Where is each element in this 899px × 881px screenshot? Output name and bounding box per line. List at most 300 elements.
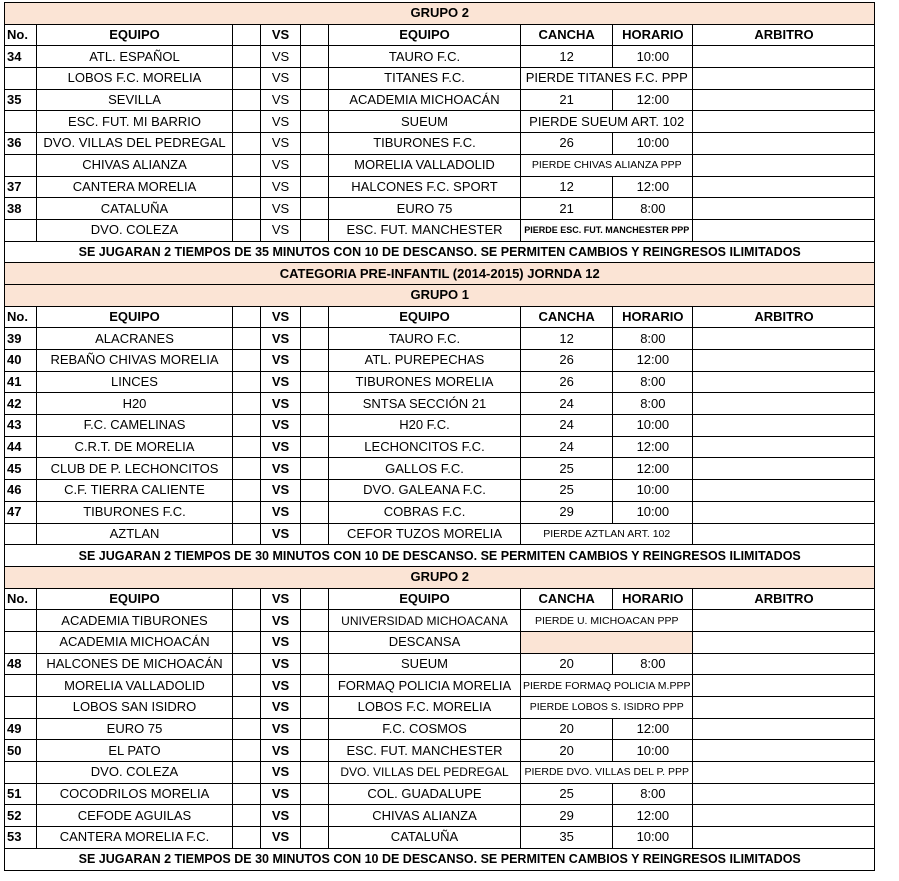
spacer-left	[233, 111, 261, 133]
match-row	[5, 480, 875, 502]
away-team: TIBURONES MORELIA	[329, 371, 521, 393]
home-team: SEVILLA	[37, 89, 233, 111]
home-team: AZTLAN	[37, 523, 233, 545]
match-row	[5, 371, 875, 393]
match-time: 12:00	[613, 89, 693, 111]
field-number: 29	[521, 805, 613, 827]
spacer-left	[233, 393, 261, 415]
referee	[693, 371, 875, 393]
spacer-right	[301, 111, 329, 133]
referee	[693, 501, 875, 523]
rules-note-row	[5, 848, 875, 870]
match-number: 46	[5, 480, 37, 502]
field-number: 12	[521, 328, 613, 350]
spacer-left	[233, 328, 261, 350]
field-number: 20	[521, 718, 613, 740]
away-team: MORELIA VALLADOLID	[329, 154, 521, 176]
home-team: CHIVAS ALIANZA	[37, 154, 233, 176]
vs-label: VS	[261, 89, 301, 111]
match-row	[5, 740, 875, 762]
spacer-left	[233, 154, 261, 176]
vs-label: VS	[261, 762, 301, 784]
spacer-right	[301, 436, 329, 458]
referee	[693, 675, 875, 697]
field-number: 35	[521, 827, 613, 849]
spacer-right	[301, 501, 329, 523]
match-number: 53	[5, 827, 37, 849]
match-row	[5, 501, 875, 523]
home-team: ATL. ESPAÑOL	[37, 46, 233, 68]
field-number: 21	[521, 198, 613, 220]
home-team: MORELIA VALLADOLID	[37, 675, 233, 697]
away-team: LECHONCITOS F.C.	[329, 436, 521, 458]
match-time: 12:00	[613, 350, 693, 372]
spacer-right	[301, 415, 329, 437]
referee	[693, 631, 875, 653]
home-team: DVO. COLEZA	[37, 219, 233, 241]
header-team2: EQUIPO	[329, 306, 521, 328]
spacer-left	[233, 89, 261, 111]
spacer-right	[301, 68, 329, 90]
field-number: 26	[521, 350, 613, 372]
away-team: TITANES F.C.	[329, 68, 521, 90]
vs-label: VS	[261, 176, 301, 198]
home-team: REBAÑO CHIVAS MORELIA	[37, 350, 233, 372]
header-horario: HORARIO	[613, 24, 693, 46]
vs-label: VS	[261, 805, 301, 827]
spacer-left	[233, 371, 261, 393]
vs-label: VS	[261, 653, 301, 675]
rules-note-row	[5, 241, 875, 263]
vs-label: VS	[261, 697, 301, 719]
away-team: ESC. FUT. MANCHESTER	[329, 219, 521, 241]
spacer-right	[301, 480, 329, 502]
spacer-left	[233, 415, 261, 437]
result-note: PIERDE DVO. VILLAS DEL P. PPP	[521, 762, 693, 784]
schedule-table	[4, 2, 875, 871]
spacer-right	[301, 827, 329, 849]
rules-note: SE JUGARAN 2 TIEMPOS DE 30 MINUTOS CON 10 DE DESCANSO. SE PERMITEN CAMBIOS Y REINGRESOS ILIMITADOS	[5, 545, 875, 567]
match-row	[5, 198, 875, 220]
spacer-right	[301, 89, 329, 111]
match-number	[5, 762, 37, 784]
match-row	[5, 458, 875, 480]
match-time: 10:00	[613, 480, 693, 502]
group-title-row	[5, 284, 875, 306]
referee	[693, 480, 875, 502]
field-number: 24	[521, 393, 613, 415]
home-team: EURO 75	[37, 718, 233, 740]
match-row	[5, 762, 875, 784]
home-team: ESC. FUT. MI BARRIO	[37, 111, 233, 133]
field-number: 29	[521, 501, 613, 523]
field-number: 21	[521, 89, 613, 111]
away-team: CHIVAS ALIANZA	[329, 805, 521, 827]
away-team: CEFOR TUZOS MORELIA	[329, 523, 521, 545]
field-number: 25	[521, 783, 613, 805]
match-number	[5, 675, 37, 697]
match-time: 8:00	[613, 653, 693, 675]
spacer-left	[233, 46, 261, 68]
spacer-left	[233, 827, 261, 849]
home-team: C.R.T. DE MORELIA	[37, 436, 233, 458]
away-team: ATL. PUREPECHAS	[329, 350, 521, 372]
away-team: EURO 75	[329, 198, 521, 220]
header-horario: HORARIO	[613, 588, 693, 610]
match-row	[5, 653, 875, 675]
match-time: 10:00	[613, 46, 693, 68]
spacer-right	[301, 653, 329, 675]
away-team: ESC. FUT. MANCHESTER	[329, 740, 521, 762]
match-time: 12:00	[613, 458, 693, 480]
header-arbitro: ARBITRO	[693, 588, 875, 610]
referee	[693, 653, 875, 675]
match-number: 42	[5, 393, 37, 415]
match-row	[5, 827, 875, 849]
match-row	[5, 154, 875, 176]
rules-note-row	[5, 545, 875, 567]
vs-label: VS	[261, 133, 301, 155]
away-team: UNIVERSIDAD MICHOACANA	[329, 610, 521, 632]
vs-label: VS	[261, 350, 301, 372]
spacer-left	[233, 458, 261, 480]
field-number: 20	[521, 740, 613, 762]
match-number: 52	[5, 805, 37, 827]
match-time: 10:00	[613, 827, 693, 849]
referee	[693, 415, 875, 437]
group-title: GRUPO 2	[5, 3, 875, 25]
match-number: 35	[5, 89, 37, 111]
home-team: CEFODE AGUILAS	[37, 805, 233, 827]
referee	[693, 154, 875, 176]
match-row	[5, 133, 875, 155]
result-note: PIERDE U. MICHOACAN PPP	[521, 610, 693, 632]
match-time: 12:00	[613, 436, 693, 458]
referee	[693, 350, 875, 372]
home-team: C.F. TIERRA CALIENTE	[37, 480, 233, 502]
spacer-right	[301, 697, 329, 719]
header-spacer-b	[301, 588, 329, 610]
match-time: 10:00	[613, 740, 693, 762]
header-vs: VS	[261, 24, 301, 46]
spacer-left	[233, 697, 261, 719]
referee	[693, 610, 875, 632]
header-horario: HORARIO	[613, 306, 693, 328]
header-spacer-b	[301, 306, 329, 328]
away-team: H20 F.C.	[329, 415, 521, 437]
referee	[693, 740, 875, 762]
vs-label: VS	[261, 523, 301, 545]
field-number: 25	[521, 480, 613, 502]
header-spacer-a	[233, 306, 261, 328]
home-team: CATALUÑA	[37, 198, 233, 220]
match-number: 40	[5, 350, 37, 372]
spacer-right	[301, 350, 329, 372]
match-number: 44	[5, 436, 37, 458]
home-team: CLUB DE P. LECHONCITOS	[37, 458, 233, 480]
result-note: PIERDE SUEUM ART. 102	[521, 111, 693, 133]
spacer-left	[233, 718, 261, 740]
match-row	[5, 523, 875, 545]
header-team2: EQUIPO	[329, 588, 521, 610]
referee	[693, 46, 875, 68]
match-number: 41	[5, 371, 37, 393]
vs-label: VS	[261, 783, 301, 805]
vs-label: VS	[261, 371, 301, 393]
home-team: COCODRILOS MORELIA	[37, 783, 233, 805]
away-team: DVO. VILLAS DEL PEDREGAL	[329, 762, 521, 784]
spacer-left	[233, 198, 261, 220]
match-number: 45	[5, 458, 37, 480]
spacer-right	[301, 740, 329, 762]
match-time: 10:00	[613, 133, 693, 155]
result-note: PIERDE ESC. FUT. MANCHESTER PPP	[521, 219, 693, 241]
referee	[693, 89, 875, 111]
spacer-right	[301, 458, 329, 480]
header-team1: EQUIPO	[37, 588, 233, 610]
spacer-left	[233, 480, 261, 502]
referee	[693, 697, 875, 719]
match-number	[5, 219, 37, 241]
header-no: No.	[5, 588, 37, 610]
match-row	[5, 783, 875, 805]
referee	[693, 198, 875, 220]
spacer-right	[301, 523, 329, 545]
spacer-left	[233, 176, 261, 198]
home-team: TIBURONES F.C.	[37, 501, 233, 523]
spacer-right	[301, 371, 329, 393]
group-title: GRUPO 1	[5, 284, 875, 306]
header-vs: VS	[261, 588, 301, 610]
match-row	[5, 697, 875, 719]
spacer-left	[233, 805, 261, 827]
match-row	[5, 176, 875, 198]
spacer-left	[233, 653, 261, 675]
spacer-right	[301, 46, 329, 68]
home-team: EL PATO	[37, 740, 233, 762]
header-arbitro: ARBITRO	[693, 24, 875, 46]
match-row	[5, 631, 875, 653]
header-no: No.	[5, 24, 37, 46]
home-team: LOBOS SAN ISIDRO	[37, 697, 233, 719]
home-team: DVO. COLEZA	[37, 762, 233, 784]
match-time: 8:00	[613, 783, 693, 805]
vs-label: VS	[261, 198, 301, 220]
away-team: SUEUM	[329, 653, 521, 675]
header-cancha: CANCHA	[521, 24, 613, 46]
home-team: HALCONES DE MICHOACÁN	[37, 653, 233, 675]
spacer-left	[233, 762, 261, 784]
vs-label: VS	[261, 219, 301, 241]
away-team: GALLOS F.C.	[329, 458, 521, 480]
vs-label: VS	[261, 827, 301, 849]
match-row	[5, 805, 875, 827]
field-number: 12	[521, 46, 613, 68]
header-team2: EQUIPO	[329, 24, 521, 46]
spacer-right	[301, 219, 329, 241]
match-time: 12:00	[613, 805, 693, 827]
away-team: DVO. GALEANA F.C.	[329, 480, 521, 502]
vs-label: VS	[261, 328, 301, 350]
referee	[693, 827, 875, 849]
spacer-left	[233, 219, 261, 241]
field-number: 12	[521, 176, 613, 198]
match-row	[5, 219, 875, 241]
match-row	[5, 328, 875, 350]
home-team: ACADEMIA TIBURONES	[37, 610, 233, 632]
match-time: 10:00	[613, 501, 693, 523]
referee	[693, 393, 875, 415]
referee	[693, 523, 875, 545]
referee	[693, 68, 875, 90]
category-title: CATEGORIA PRE-INFANTIL (2014-2015) JORNDA 12	[5, 263, 875, 285]
vs-label: VS	[261, 46, 301, 68]
away-team: DESCANSA	[329, 631, 521, 653]
referee	[693, 805, 875, 827]
referee	[693, 762, 875, 784]
match-number: 34	[5, 46, 37, 68]
result-note: PIERDE FORMAQ POLICIA M.PPP	[521, 675, 693, 697]
match-row	[5, 46, 875, 68]
away-team: COL. GUADALUPE	[329, 783, 521, 805]
away-team: LOBOS F.C. MORELIA	[329, 697, 521, 719]
away-team: SNTSA SECCIÓN 21	[329, 393, 521, 415]
header-team1: EQUIPO	[37, 306, 233, 328]
header-spacer-a	[233, 24, 261, 46]
referee	[693, 328, 875, 350]
match-number	[5, 697, 37, 719]
match-time: 10:00	[613, 415, 693, 437]
spacer-right	[301, 328, 329, 350]
home-team: ACADEMIA MICHOACÁN	[37, 631, 233, 653]
referee	[693, 783, 875, 805]
spacer-left	[233, 436, 261, 458]
away-team: F.C. COSMOS	[329, 718, 521, 740]
match-row	[5, 415, 875, 437]
vs-label: VS	[261, 436, 301, 458]
header-row	[5, 588, 875, 610]
spacer-right	[301, 133, 329, 155]
match-number	[5, 523, 37, 545]
match-number: 43	[5, 415, 37, 437]
header-spacer-a	[233, 588, 261, 610]
home-team: F.C. CAMELINAS	[37, 415, 233, 437]
result-note: PIERDE CHIVAS ALIANZA PPP	[521, 154, 693, 176]
field-number: 24	[521, 436, 613, 458]
match-number: 50	[5, 740, 37, 762]
field-number: 20	[521, 653, 613, 675]
match-time: 8:00	[613, 328, 693, 350]
spacer-right	[301, 783, 329, 805]
spacer-right	[301, 393, 329, 415]
vs-label: VS	[261, 154, 301, 176]
match-number: 48	[5, 653, 37, 675]
match-number: 49	[5, 718, 37, 740]
match-row	[5, 718, 875, 740]
match-number	[5, 154, 37, 176]
away-team: CATALUÑA	[329, 827, 521, 849]
away-team: SUEUM	[329, 111, 521, 133]
match-number: 39	[5, 328, 37, 350]
header-arbitro: ARBITRO	[693, 306, 875, 328]
match-row	[5, 436, 875, 458]
header-cancha: CANCHA	[521, 306, 613, 328]
vs-label: VS	[261, 501, 301, 523]
header-vs: VS	[261, 306, 301, 328]
spacer-left	[233, 675, 261, 697]
rules-note: SE JUGARAN 2 TIEMPOS DE 30 MINUTOS CON 10 DE DESCANSO. SE PERMITEN CAMBIOS Y REINGRESOS ILIMITADOS	[5, 848, 875, 870]
match-row	[5, 111, 875, 133]
vs-label: VS	[261, 631, 301, 653]
spacer-left	[233, 610, 261, 632]
referee	[693, 718, 875, 740]
match-number: 38	[5, 198, 37, 220]
field-number: 26	[521, 371, 613, 393]
header-no: No.	[5, 306, 37, 328]
vs-label: VS	[261, 718, 301, 740]
referee	[693, 133, 875, 155]
vs-label: VS	[261, 610, 301, 632]
spacer-left	[233, 68, 261, 90]
home-team: CANTERA MORELIA F.C.	[37, 827, 233, 849]
referee	[693, 458, 875, 480]
spacer-left	[233, 133, 261, 155]
home-team: DVO. VILLAS DEL PEDREGAL	[37, 133, 233, 155]
match-row	[5, 675, 875, 697]
header-row	[5, 24, 875, 46]
match-number: 36	[5, 133, 37, 155]
match-row	[5, 610, 875, 632]
spacer-left	[233, 350, 261, 372]
field-number: 25	[521, 458, 613, 480]
category-title-row	[5, 263, 875, 285]
match-number	[5, 631, 37, 653]
referee	[693, 219, 875, 241]
match-row	[5, 89, 875, 111]
vs-label: VS	[261, 480, 301, 502]
spacer-left	[233, 740, 261, 762]
match-time: 12:00	[613, 718, 693, 740]
away-team: ACADEMIA MICHOACÁN	[329, 89, 521, 111]
spacer-right	[301, 176, 329, 198]
result-note: PIERDE TITANES F.C. PPP	[521, 68, 693, 90]
away-team: TAURO F.C.	[329, 46, 521, 68]
vs-label: VS	[261, 111, 301, 133]
spacer-right	[301, 610, 329, 632]
spacer-right	[301, 198, 329, 220]
group-title: GRUPO 2	[5, 566, 875, 588]
vs-label: VS	[261, 68, 301, 90]
home-team: LOBOS F.C. MORELIA	[37, 68, 233, 90]
field-number: 24	[521, 415, 613, 437]
vs-label: VS	[261, 740, 301, 762]
rules-note: SE JUGARAN 2 TIEMPOS DE 35 MINUTOS CON 10 DE DESCANSO. SE PERMITEN CAMBIOS Y REINGRESOS ILIMITADOS	[5, 241, 875, 263]
referee	[693, 111, 875, 133]
header-row	[5, 306, 875, 328]
away-team: FORMAQ POLICIA MORELIA	[329, 675, 521, 697]
away-team: COBRAS F.C.	[329, 501, 521, 523]
referee	[693, 436, 875, 458]
match-row	[5, 68, 875, 90]
header-team1: EQUIPO	[37, 24, 233, 46]
match-time: 8:00	[613, 393, 693, 415]
match-row	[5, 350, 875, 372]
match-number	[5, 610, 37, 632]
vs-label: VS	[261, 675, 301, 697]
spacer-left	[233, 501, 261, 523]
result-note	[521, 631, 693, 653]
spacer-right	[301, 718, 329, 740]
